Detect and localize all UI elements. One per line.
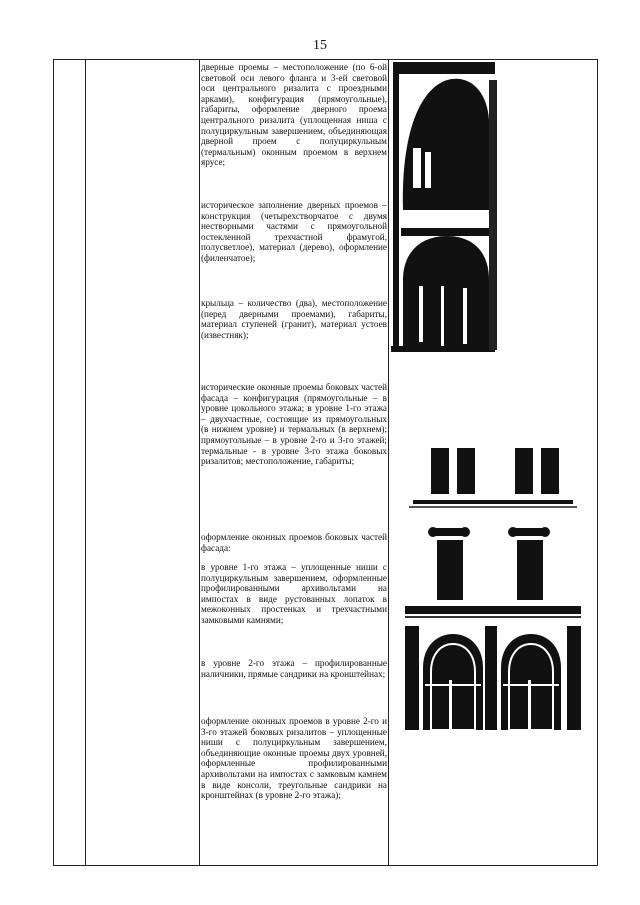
column-divider — [85, 60, 86, 865]
paragraph-risalit-windows: оформление оконных проемов в уровне 2-го и 3-го этажей боковых ризалитов – уплощенные ниши с полуциркульным завершением, объединяющие оконные проемы двух уровней, оформленные профилированными архивольтами на импостах с замковым камнем в виде консоли, треугольные сандрики на кронштейнах (в уровне 2-го этажа); — [201, 716, 387, 801]
paragraph-doorways: дверные проемы – местоположение (по 6-ой световой оси левого фланга и 3-ей световой оси центрального ризалита с проездными арками), конфигурация (прямоугольные), габариты, оформление дверного проема центрального ризалита (уплощенная ниша с полуциркульным завершением, объединяющая дверной проем с полуциркульным (термальным) оконным проемом в верхнем ярусе; — [201, 62, 387, 168]
doorway-photo — [389, 60, 597, 360]
paragraph-first-floor: в уровне 1-го этажа – уплощенные ниши с полуциркульным завершением, оформленные профилированными архивольтами на импостах в виде рустованных лопаток в межоконных простенках и трехчастными замковыми камнями; — [201, 562, 387, 625]
facade-photo — [389, 440, 597, 730]
paragraph-window-openings: исторические оконные проемы боковых частей фасада – конфигурация (прямоугольные – в уровне цокольного этажа; в уровне 1-го этажа – двухчастные, состоящие из прямоугольных (в нижнем уровне) и термальных (в верхнем); прямоугольные – в уровне 2-го и 3-го этажей; термальные - в уровне 3-го этажа боковых ризалитов; местоположение, габариты; — [201, 382, 387, 467]
paragraph-second-floor: в уровне 2-го этажа – профилированные наличники, прямые сандрики на кронштейнах; — [201, 658, 387, 679]
column-divider — [199, 60, 200, 865]
paragraph-window-decor-heading: оформление оконных проемов боковых частей фасада: — [201, 532, 387, 553]
table — [53, 59, 598, 866]
paragraph-door-fill: историческое заполнение дверных проемов – конструкция (четырехстворчатое с двумя нестворными частями с прямоугольной остекленной трехчастной фрамугой, полусветлое), материал (дерево), оформление (филенчатое); — [201, 200, 387, 263]
photo-column — [389, 60, 597, 865]
page-number: 15 — [313, 38, 327, 53]
paragraph-porches: крыльца – количество (два), местоположение (перед дверными проемами), габариты, материал ступеней (гранит), материал устоев (известняк); — [201, 298, 387, 340]
